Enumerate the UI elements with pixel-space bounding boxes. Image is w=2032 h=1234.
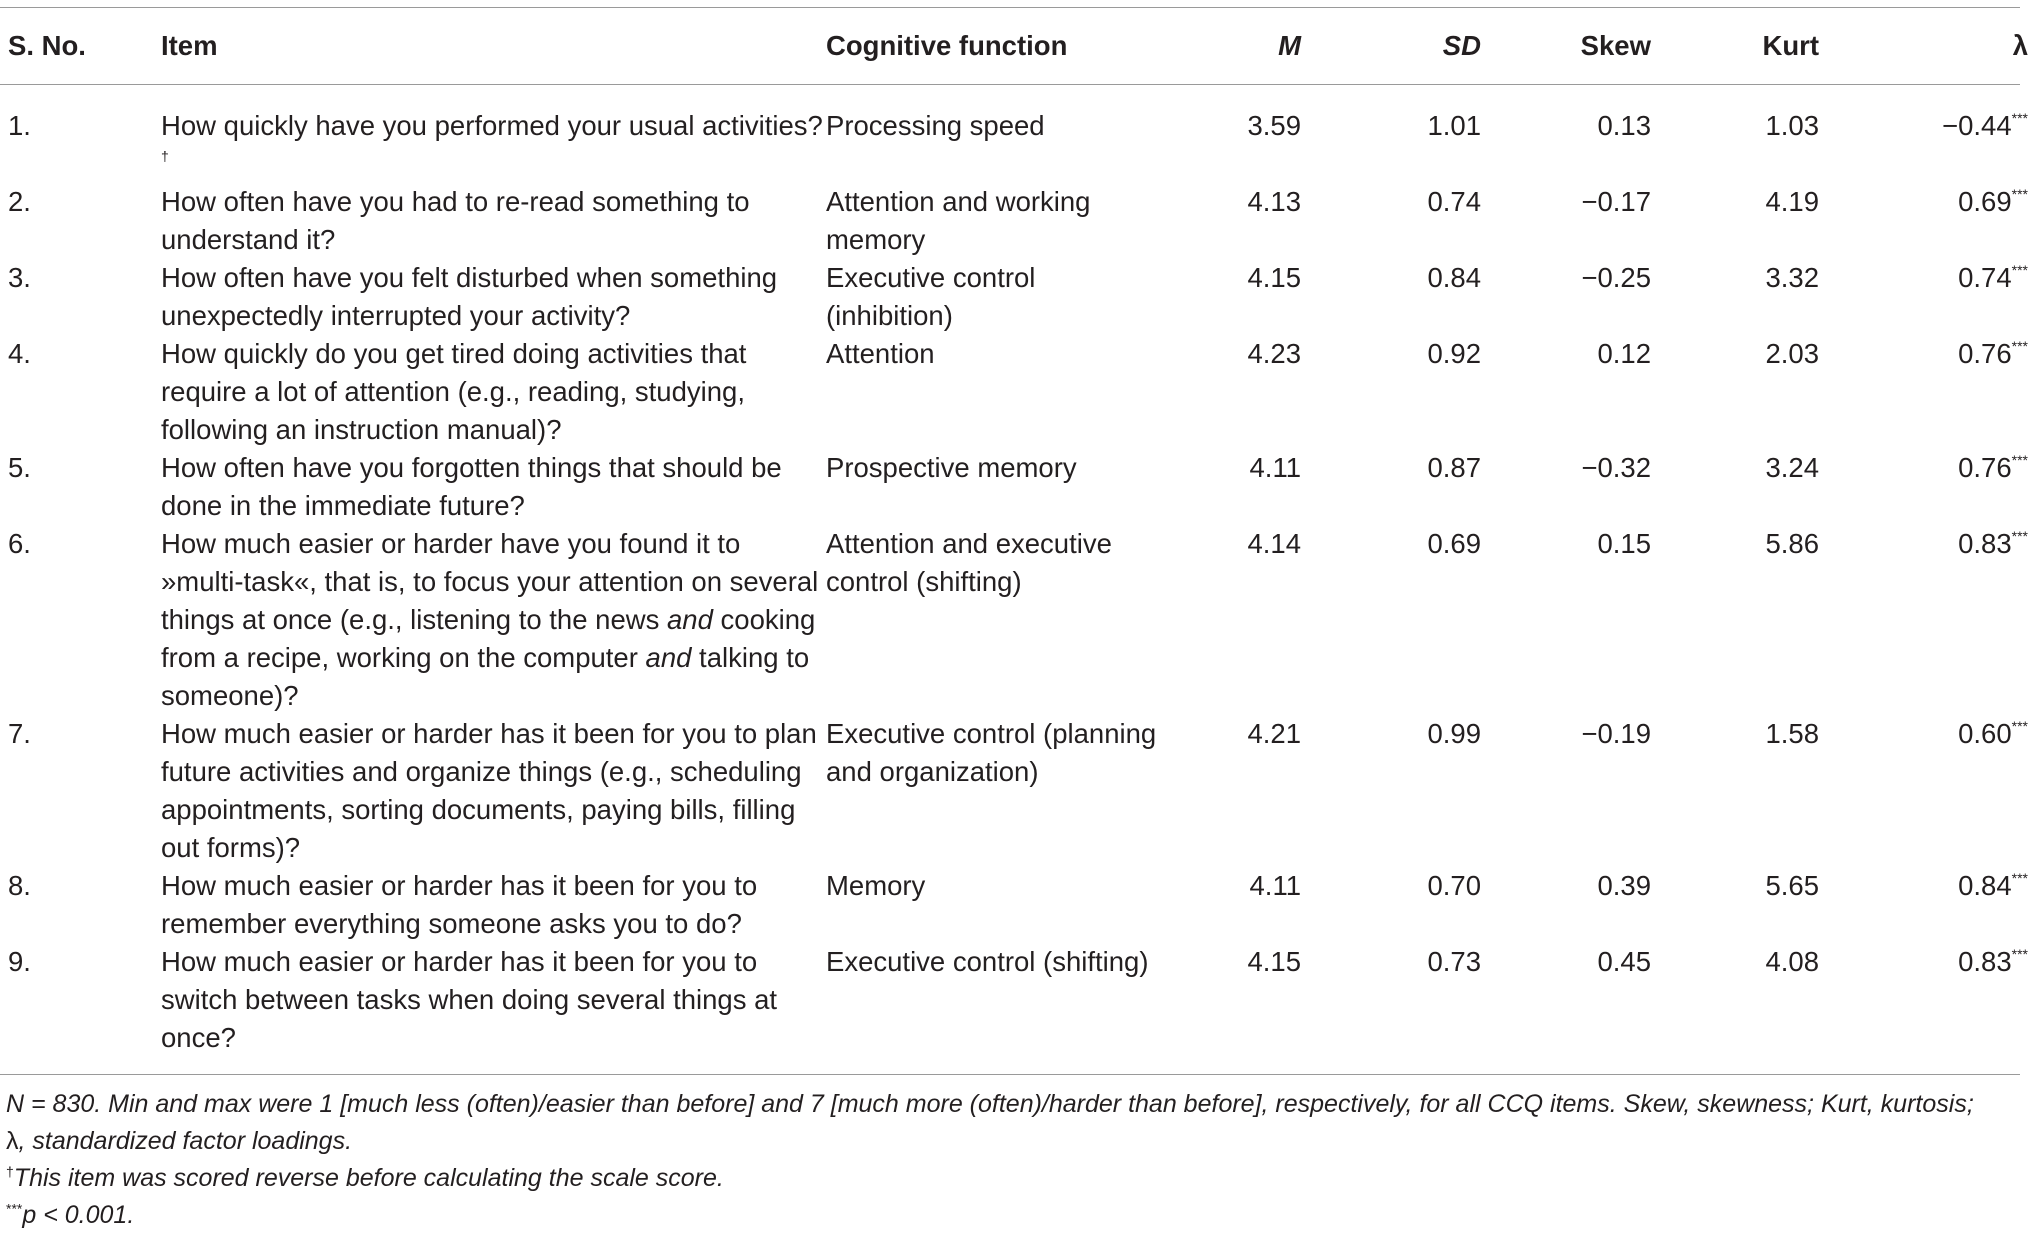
mean-value: 4.23 xyxy=(1247,338,1301,369)
significance-mark: *** xyxy=(2011,945,2028,962)
lambda-value xyxy=(1819,525,2028,715)
item-text-part: How often have you felt disturbed when something unexpectedly interrupted your activity? xyxy=(161,262,778,331)
header-no: S. No. xyxy=(8,30,86,61)
lambda-number: 0.60 xyxy=(1958,718,2012,749)
lambda-wrap xyxy=(1958,338,2028,369)
kurt-value: 3.24 xyxy=(1765,452,1819,483)
table-row xyxy=(0,449,2028,525)
lambda-wrap xyxy=(1958,528,2028,559)
kurt-value: 5.86 xyxy=(1765,528,1819,559)
cognitive-function: Executive control (planning and organization) xyxy=(826,718,1157,787)
item-text xyxy=(161,335,826,449)
dagger-mark: † xyxy=(161,147,169,164)
item-text xyxy=(161,84,826,183)
footnote-line-4 xyxy=(6,1197,2016,1234)
dagger-mark: † xyxy=(6,1163,14,1180)
row-number: 2. xyxy=(8,186,31,217)
significance-mark: *** xyxy=(2011,869,2028,886)
sd-value: 0.70 xyxy=(1427,870,1481,901)
lambda-number: 0.69 xyxy=(1958,186,2012,217)
lambda-symbol: λ xyxy=(6,1127,19,1155)
cognitive-function: Attention xyxy=(826,338,935,369)
table-row xyxy=(0,259,2028,335)
lambda-number: 0.84 xyxy=(1958,870,2012,901)
significance-mark: *** xyxy=(2011,261,2028,278)
mean-value: 4.15 xyxy=(1247,946,1301,977)
cognitive-function: Memory xyxy=(826,870,926,901)
lambda-value xyxy=(1819,183,2028,259)
item-text-part: How much easier or harder has it been for you to plan future activities and organize things (e.g., scheduling appointments, sorting documents, paying bills, filling out forms)? xyxy=(161,718,817,863)
item-text xyxy=(161,449,826,525)
footnote-line-2-text: , standardized factor loadings. xyxy=(18,1127,353,1155)
sd-value: 1.01 xyxy=(1427,110,1481,141)
header-cognitive-function: Cognitive function xyxy=(826,30,1068,61)
table-row xyxy=(0,335,2028,449)
item-emphasis: and xyxy=(645,642,692,673)
lambda-wrap xyxy=(1958,186,2028,217)
table-row xyxy=(0,525,2028,715)
cognitive-function: Executive control (shifting) xyxy=(826,946,1149,977)
lambda-wrap xyxy=(1958,262,2028,293)
table-row xyxy=(0,84,2028,183)
row-number: 9. xyxy=(8,946,31,977)
item-text-part: How much easier or harder has it been for you to switch between tasks when doing several things at once? xyxy=(161,946,778,1053)
lambda-number: 0.76 xyxy=(1958,338,2012,369)
significance-mark: *** xyxy=(2011,185,2028,202)
cognitive-function: Processing speed xyxy=(826,110,1045,141)
item-text xyxy=(161,525,826,715)
mean-value: 4.21 xyxy=(1247,718,1301,749)
row-number: 1. xyxy=(8,110,31,141)
header-skew: Skew xyxy=(1580,30,1651,61)
item-text xyxy=(161,867,826,943)
footnote-line-3 xyxy=(6,1160,2016,1197)
lambda-value xyxy=(1819,259,2028,335)
header-m: M xyxy=(1278,30,1301,61)
footnote-line-4-text: p < 0.001. xyxy=(22,1201,135,1229)
footnote-line-2 xyxy=(6,1123,2016,1160)
kurt-value: 1.03 xyxy=(1765,110,1819,141)
item-text xyxy=(161,715,826,867)
sd-value: 0.87 xyxy=(1427,452,1481,483)
item-text xyxy=(161,259,826,335)
kurt-value: 5.65 xyxy=(1765,870,1819,901)
mean-value: 4.11 xyxy=(1249,870,1301,901)
header-row xyxy=(0,0,2028,84)
table-row xyxy=(0,715,2028,867)
row-number: 6. xyxy=(8,528,31,559)
mean-value: 4.15 xyxy=(1247,262,1301,293)
row-number: 3. xyxy=(8,262,31,293)
kurt-value: 1.58 xyxy=(1765,718,1819,749)
lambda-number: 0.74 xyxy=(1958,262,2012,293)
skew-value: −0.32 xyxy=(1581,452,1651,483)
sd-value: 0.92 xyxy=(1427,338,1481,369)
lambda-wrap xyxy=(1958,718,2028,749)
lambda-number: 0.76 xyxy=(1958,452,2012,483)
skew-value: 0.39 xyxy=(1597,870,1651,901)
lambda-wrap xyxy=(1958,452,2028,483)
lambda-number: 0.83 xyxy=(1958,946,2012,977)
skew-value: −0.25 xyxy=(1581,262,1651,293)
sd-value: 0.69 xyxy=(1427,528,1481,559)
item-text xyxy=(161,183,826,259)
table-footnotes xyxy=(6,1086,2016,1234)
lambda-value xyxy=(1819,943,2028,1057)
mean-value: 4.14 xyxy=(1247,528,1301,559)
table-bottom-rule xyxy=(0,1074,2020,1075)
lambda-wrap xyxy=(1942,110,2028,141)
sd-value: 0.84 xyxy=(1427,262,1481,293)
sd-value: 0.99 xyxy=(1427,718,1481,749)
item-text-part: How much easier or harder has it been for you to remember everything someone asks you to do? xyxy=(161,870,758,939)
lambda-number: 0.83 xyxy=(1958,528,2012,559)
item-text-part: cooking from a recipe, working on the computer xyxy=(161,604,816,673)
item-text-part: talking to someone)? xyxy=(161,642,810,711)
table-row xyxy=(0,943,2028,1057)
header-sd: SD xyxy=(1442,30,1481,61)
row-number: 5. xyxy=(8,452,31,483)
significance-mark: *** xyxy=(2011,717,2028,734)
lambda-number: −0.44 xyxy=(1942,110,2012,141)
skew-value: 0.45 xyxy=(1597,946,1651,977)
mean-value: 4.11 xyxy=(1249,452,1301,483)
item-emphasis: and xyxy=(667,604,713,635)
sd-value: 0.73 xyxy=(1427,946,1481,977)
footnote-line-1: N = 830. Min and max were 1 [much less (often)/easier than before] and 7 [much more (often)/harder than before], respectively, for all CCQ items. Skew, skewness; Kurt, kurtosis; xyxy=(6,1090,1974,1118)
kurt-value: 4.19 xyxy=(1765,186,1819,217)
skew-value: 0.12 xyxy=(1597,338,1651,369)
header-lambda: λ xyxy=(2012,30,2028,61)
lambda-wrap xyxy=(1958,946,2028,977)
header-kurt: Kurt xyxy=(1762,30,1819,61)
lambda-value xyxy=(1819,449,2028,525)
cognitive-function: Attention and executive control (shifting) xyxy=(826,528,1112,597)
significance-mark: *** xyxy=(6,1200,23,1217)
header-item: Item xyxy=(161,30,218,61)
cognitive-function: Prospective memory xyxy=(826,452,1077,483)
item-text-part: How often have you had to re-read something to understand it? xyxy=(161,186,750,255)
table-row xyxy=(0,183,2028,259)
skew-value: 0.13 xyxy=(1597,110,1651,141)
mean-value: 4.13 xyxy=(1247,186,1301,217)
item-text-part: How often have you forgotten things that should be done in the immediate future? xyxy=(161,452,782,521)
significance-mark: *** xyxy=(2011,451,2028,468)
row-number: 8. xyxy=(8,870,31,901)
row-number: 4. xyxy=(8,338,31,369)
lambda-value xyxy=(1819,335,2028,449)
kurt-value: 2.03 xyxy=(1765,338,1819,369)
row-number: 7. xyxy=(8,718,31,749)
lambda-value xyxy=(1819,715,2028,867)
table-row xyxy=(0,867,2028,943)
cognitive-function: Executive control (inhibition) xyxy=(826,262,1036,331)
table-body xyxy=(0,84,2028,1057)
item-text xyxy=(161,943,826,1057)
skew-value: 0.15 xyxy=(1597,528,1651,559)
significance-mark: *** xyxy=(2011,337,2028,354)
cognitive-function: Attention and working memory xyxy=(826,186,1091,255)
skew-value: −0.17 xyxy=(1581,186,1651,217)
significance-mark: *** xyxy=(2011,527,2028,544)
item-text-part: How quickly do you get tired doing activities that require a lot of attention (e.g., reading, studying, following an instruction manual)? xyxy=(161,338,747,445)
kurt-value: 3.32 xyxy=(1765,262,1819,293)
kurt-value: 4.08 xyxy=(1765,946,1819,977)
footnote-line-3-text: This item was scored reverse before calculating the scale score. xyxy=(13,1164,724,1192)
skew-value: −0.19 xyxy=(1581,718,1651,749)
mean-value: 3.59 xyxy=(1247,110,1301,141)
lambda-value xyxy=(1819,867,2028,943)
item-text-part: How quickly have you performed your usual activities? xyxy=(161,110,823,141)
item-text-part: How much easier or harder have you found it to »multi-task«, that is, to focus your attention on several things at once (e.g., listening to the news xyxy=(161,528,819,635)
lambda-wrap xyxy=(1958,870,2028,901)
sd-value: 0.74 xyxy=(1427,186,1481,217)
significance-mark: *** xyxy=(2011,109,2028,126)
lambda-value xyxy=(1819,84,2028,183)
